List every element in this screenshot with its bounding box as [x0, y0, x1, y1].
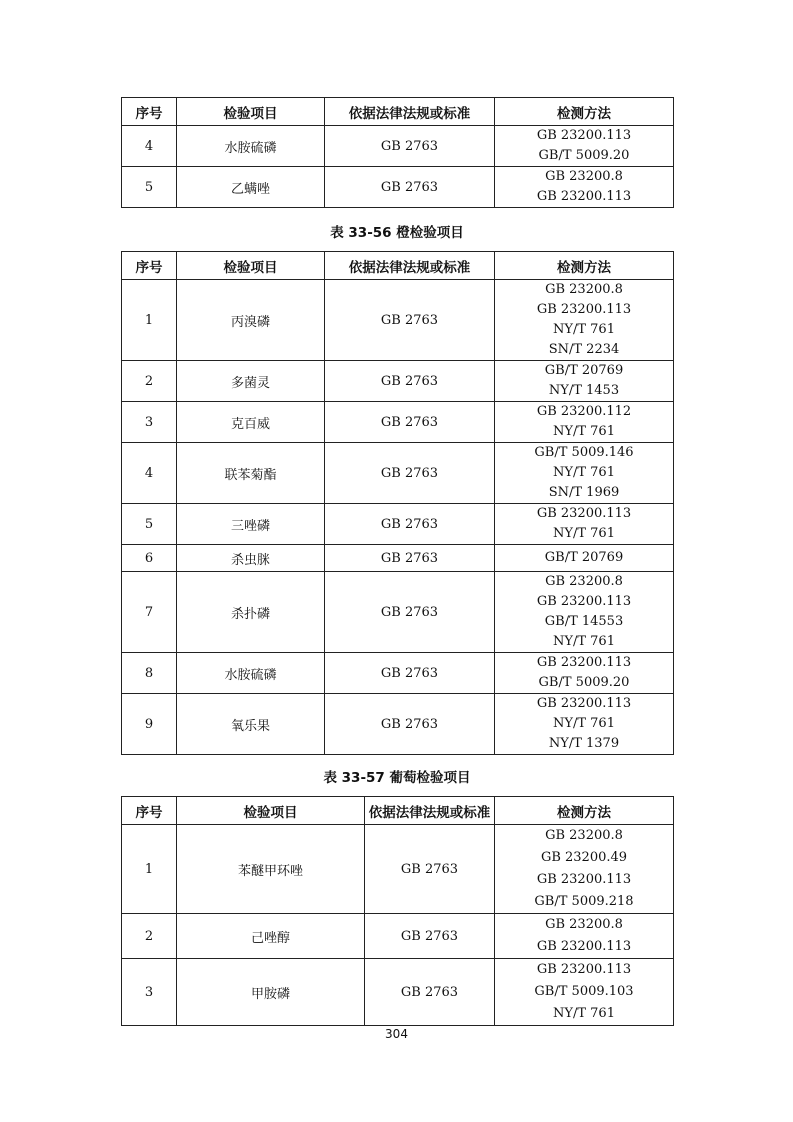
cell-item: 氧乐果	[177, 694, 325, 755]
cell-basis: GB 2763	[325, 126, 495, 167]
cell-methods	[495, 402, 674, 443]
cell-methods	[495, 959, 674, 1026]
table-row	[122, 545, 674, 572]
header-basis: 依据法律法规或标准	[325, 252, 495, 280]
method-line: NY/T 761	[553, 424, 615, 439]
cell-methods	[495, 572, 674, 653]
header-method: 检测方法	[495, 797, 674, 825]
table-caption-grape: 表 33-57 葡萄检验项目	[323, 770, 471, 786]
cell-methods	[495, 914, 674, 959]
cell-item: 三唑磷	[177, 504, 325, 545]
cell-seq: 2	[122, 914, 177, 959]
method-line: NY/T 761	[553, 716, 615, 731]
table-row	[122, 653, 674, 694]
header-basis: 依据法律法规或标准	[365, 797, 495, 825]
table-row	[122, 402, 674, 443]
cell-basis: GB 2763	[325, 361, 495, 402]
method-line: GB 23200.8	[545, 282, 623, 297]
method-line: GB 23200.49	[540, 850, 628, 865]
table-row	[122, 694, 674, 755]
cell-methods	[495, 361, 674, 402]
cell-item: 杀扑磷	[177, 572, 325, 653]
table-row	[122, 572, 674, 653]
table-row	[122, 504, 674, 545]
cell-methods	[495, 694, 674, 755]
cell-basis: GB 2763	[325, 694, 495, 755]
table3-body	[122, 825, 674, 1026]
cell-item: 水胺硫磷	[177, 653, 325, 694]
cell-methods	[495, 167, 674, 208]
orange-inspection-table	[121, 251, 674, 755]
cell-methods	[495, 653, 674, 694]
method-line: SN/T 1969	[548, 485, 620, 500]
cell-basis: GB 2763	[325, 504, 495, 545]
cell-seq: 3	[122, 402, 177, 443]
table-header-row	[122, 797, 674, 825]
method-line: GB/T 14553	[544, 614, 624, 629]
cell-item: 乙螨唑	[177, 167, 325, 208]
header-method: 检测方法	[495, 252, 674, 280]
cell-seq: 8	[122, 653, 177, 694]
cell-seq: 9	[122, 694, 177, 755]
cell-basis: GB 2763	[325, 443, 495, 504]
method-line: GB/T 20769	[544, 550, 624, 565]
cell-basis: GB 2763	[365, 825, 495, 914]
table2-body	[122, 280, 674, 755]
cell-seq: 7	[122, 572, 177, 653]
header-seq: 序号	[122, 98, 177, 126]
method-line: GB 23200.8	[545, 828, 623, 843]
method-line: GB/T 5009.103	[534, 984, 634, 999]
method-line: NY/T 761	[553, 465, 615, 480]
method-line: GB 23200.113	[536, 696, 632, 711]
method-line: NY/T 761	[553, 634, 615, 649]
method-line: NY/T 761	[553, 1006, 615, 1021]
method-line: NY/T 761	[553, 526, 615, 541]
table-row	[122, 914, 674, 959]
cell-item: 联苯菊酯	[177, 443, 325, 504]
cell-seq: 5	[122, 167, 177, 208]
cell-methods	[495, 825, 674, 914]
method-line: GB 23200.8	[545, 169, 623, 184]
cell-basis: GB 2763	[325, 167, 495, 208]
method-line: GB 23200.112	[536, 404, 632, 419]
cell-methods	[495, 504, 674, 545]
table-row	[122, 126, 674, 167]
header-item: 检验项目	[177, 252, 325, 280]
cell-basis: GB 2763	[365, 914, 495, 959]
method-line: NY/T 1379	[548, 736, 620, 751]
method-line: GB/T 20769	[544, 363, 624, 378]
method-line: GB 23200.113	[536, 962, 632, 977]
method-line: GB/T 5009.20	[538, 675, 630, 690]
method-line: GB 23200.113	[536, 872, 632, 887]
table-row	[122, 825, 674, 914]
method-line: GB 23200.113	[536, 594, 632, 609]
method-line: NY/T 761	[553, 322, 615, 337]
method-line: GB 23200.113	[536, 506, 632, 521]
table-row	[122, 280, 674, 361]
cell-seq: 1	[122, 280, 177, 361]
cell-seq: 2	[122, 361, 177, 402]
table-row	[122, 443, 674, 504]
method-line: GB/T 5009.218	[534, 894, 634, 909]
cell-basis: GB 2763	[325, 280, 495, 361]
method-line: GB 23200.113	[536, 302, 632, 317]
method-line: GB/T 5009.20	[538, 148, 630, 163]
grape-inspection-table	[121, 796, 674, 1026]
cell-methods	[495, 280, 674, 361]
cell-item: 己唑醇	[177, 914, 365, 959]
table-row	[122, 361, 674, 402]
cell-item: 水胺硫磷	[177, 126, 325, 167]
header-seq: 序号	[122, 252, 177, 280]
method-line: GB 23200.8	[545, 574, 623, 589]
method-line: GB 23200.113	[536, 189, 632, 204]
table-row	[122, 959, 674, 1026]
method-line: GB 23200.113	[536, 939, 632, 954]
cell-basis: GB 2763	[365, 959, 495, 1026]
cell-methods	[495, 545, 674, 572]
method-line: GB/T 5009.146	[534, 445, 634, 460]
header-item: 检验项目	[177, 797, 365, 825]
cell-seq: 6	[122, 545, 177, 572]
inspection-table-continued	[121, 97, 674, 208]
header-basis: 依据法律法规或标准	[325, 98, 495, 126]
cell-basis: GB 2763	[325, 402, 495, 443]
cell-item: 多菌灵	[177, 361, 325, 402]
cell-seq: 4	[122, 126, 177, 167]
method-line: GB 23200.113	[536, 655, 632, 670]
cell-item: 苯醚甲环唑	[177, 825, 365, 914]
cell-basis: GB 2763	[325, 572, 495, 653]
cell-item: 克百威	[177, 402, 325, 443]
table-header-row	[122, 252, 674, 280]
page-number: 304	[385, 1027, 408, 1041]
table-row	[122, 167, 674, 208]
table1-body	[122, 126, 674, 208]
cell-item: 甲胺磷	[177, 959, 365, 1026]
header-seq: 序号	[122, 797, 177, 825]
cell-seq: 5	[122, 504, 177, 545]
table-header-row	[122, 98, 674, 126]
cell-seq: 3	[122, 959, 177, 1026]
table-caption-orange: 表 33-56 橙检验项目	[330, 225, 464, 241]
method-line: NY/T 1453	[548, 383, 620, 398]
cell-methods	[495, 443, 674, 504]
cell-item: 杀虫脒	[177, 545, 325, 572]
header-item: 检验项目	[177, 98, 325, 126]
cell-item: 丙溴磷	[177, 280, 325, 361]
header-method: 检测方法	[495, 98, 674, 126]
cell-seq: 4	[122, 443, 177, 504]
method-line: GB 23200.8	[545, 917, 623, 932]
cell-basis: GB 2763	[325, 653, 495, 694]
cell-methods	[495, 126, 674, 167]
method-line: GB 23200.113	[536, 128, 632, 143]
cell-seq: 1	[122, 825, 177, 914]
cell-basis: GB 2763	[325, 545, 495, 572]
method-line: SN/T 2234	[548, 342, 620, 357]
